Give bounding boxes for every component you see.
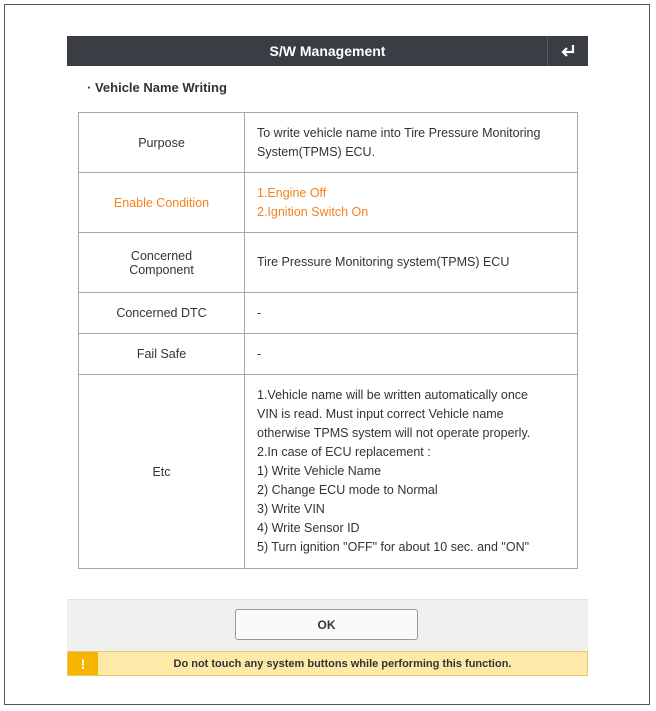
warning-icon: !	[68, 652, 98, 675]
table-row	[79, 113, 578, 173]
value-line: 2.In case of ECU replacement :	[257, 445, 431, 459]
row-value-purpose	[245, 113, 578, 173]
table-row	[79, 293, 578, 334]
value-line: 1) Write Vehicle Name	[257, 464, 382, 478]
section-title	[87, 80, 227, 95]
dialog-title: S/W Management	[269, 43, 386, 59]
value-line: -	[257, 346, 262, 361]
bullet: ·	[87, 80, 95, 95]
warning-banner	[67, 651, 588, 676]
info-table	[78, 112, 578, 569]
value-line: 1.Engine Off	[257, 185, 327, 200]
row-key-etc: Etc	[79, 375, 245, 569]
table-row	[79, 173, 578, 233]
table-row	[79, 334, 578, 375]
row-value-fail-safe	[245, 334, 578, 375]
value-line: -	[257, 305, 262, 320]
row-key-enable-condition: Enable Condition	[79, 173, 245, 233]
table-row	[79, 375, 578, 569]
sw-management-dialog	[67, 36, 588, 676]
row-key-concerned-dtc: Concerned DTC	[79, 293, 245, 334]
value-line: System(TPMS) ECU.	[257, 144, 376, 159]
value-line: otherwise TPMS system will not operate properly.	[257, 426, 531, 440]
row-value-etc	[245, 375, 578, 569]
return-arrow-icon	[559, 43, 577, 59]
warning-text: Do not touch any system buttons while performing this function.	[173, 657, 512, 670]
key-line: Concerned	[130, 248, 193, 263]
value-line: 5) Turn ignition "OFF" for about 10 sec. and "ON"	[257, 540, 530, 554]
title-bar	[67, 36, 588, 66]
value-line: 1.Vehicle name will be written automatically once	[257, 388, 528, 402]
row-key-purpose: Purpose	[79, 113, 245, 173]
back-button[interactable]	[547, 36, 588, 66]
ok-button[interactable]: OK	[235, 609, 418, 640]
row-key-concerned-component	[79, 233, 245, 293]
value-line: Tire Pressure Monitoring system(TPMS) ECU	[257, 255, 510, 269]
row-value-concerned-component	[245, 233, 578, 293]
value-line: 4) Write Sensor ID	[257, 521, 360, 535]
value-line: 2.Ignition Switch On	[257, 204, 369, 219]
row-key-fail-safe: Fail Safe	[79, 334, 245, 375]
key-line: Component	[129, 262, 194, 277]
value-line: VIN is read. Must input correct Vehicle name	[257, 407, 504, 421]
value-line: To write vehicle name into Tire Pressure Monitoring	[257, 125, 541, 140]
table-row	[79, 233, 578, 293]
value-line: 3) Write VIN	[257, 502, 325, 516]
dialog-footer	[67, 599, 588, 653]
value-line: 2) Change ECU mode to Normal	[257, 483, 438, 497]
row-value-concerned-dtc	[245, 293, 578, 334]
section-title-text: Vehicle Name Writing	[94, 80, 227, 95]
row-value-enable-condition	[245, 173, 578, 233]
